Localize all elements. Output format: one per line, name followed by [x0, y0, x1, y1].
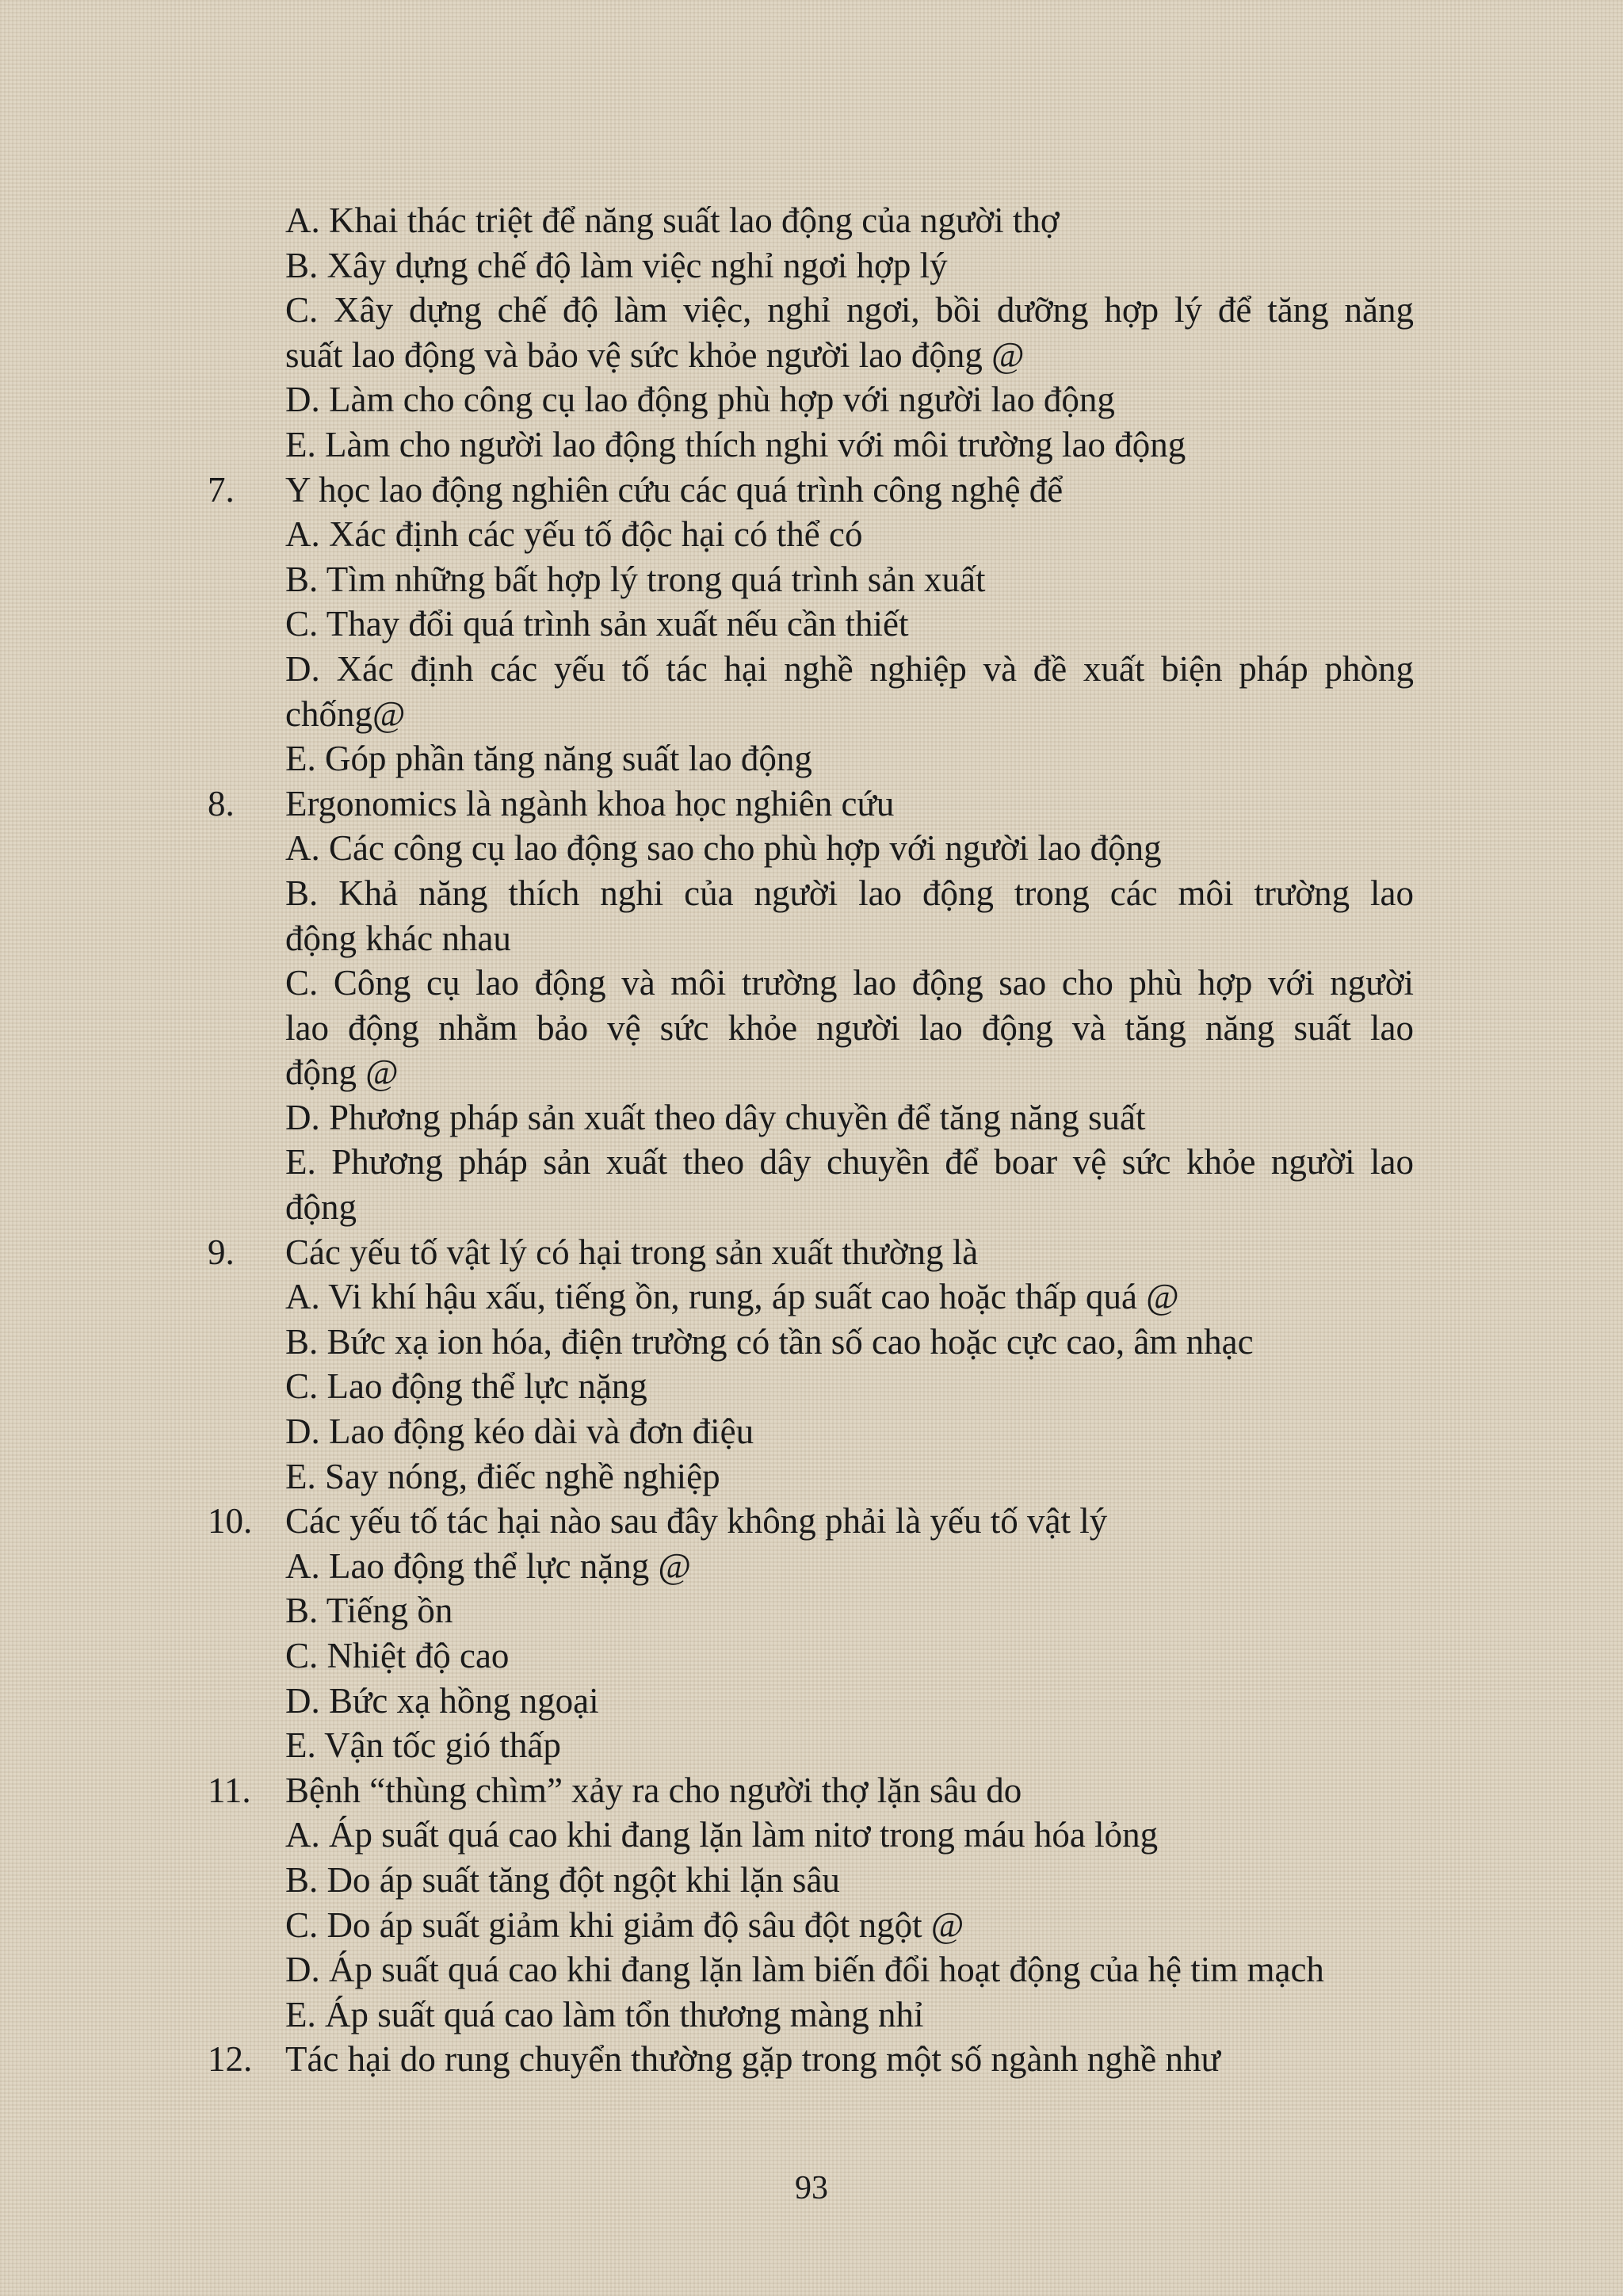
answer-line: động @	[285, 1052, 399, 1093]
answer-line: C. Nhiệt độ cao	[285, 1636, 510, 1675]
question-number: 7.	[208, 469, 235, 510]
question-number: 11.	[208, 1770, 251, 1810]
answer-line: B. Tìm những bất hợp lý trong quá trình sản xuất	[285, 559, 986, 599]
answer-line: E. Phương pháp sản xuất theo dây chuyền để boar vệ sức khỏe người lao	[285, 1142, 1414, 1182]
question	[208, 2037, 1414, 2082]
answer-line: B. Xây dựng chế độ làm việc nghỉ ngơi hợp lý	[285, 245, 948, 285]
answer-line: A. Khai thác triệt để năng suất lao động của người thợ	[285, 201, 1060, 240]
question-text: Tác hại do rung chuyển thường gặp trong một số ngành nghề như	[285, 2039, 1220, 2080]
question	[208, 468, 1414, 513]
answer-line: B. Bức xạ ion hóa, điện trường có tần số cao hoặc cực cao, âm nhạc	[285, 1321, 1254, 1362]
answer-line: A. Áp suất quá cao khi đang lặn làm nitơ trong máu hóa lỏng	[285, 1815, 1159, 1855]
answer-line: C. Thay đổi quá trình sản xuất nếu cần thiết	[285, 604, 909, 644]
answer-line: E. Góp phần tăng năng suất lao động	[285, 739, 812, 779]
answer-line: C. Xây dựng chế độ làm việc, nghỉ ngơi, bồi dưỡng hợp lý để tăng năng	[285, 290, 1414, 330]
answer-line: E. Làm cho người lao động thích nghi với môi trường lao động	[285, 424, 1186, 464]
answer-line: D. Bức xạ hồng ngoại	[285, 1680, 599, 1721]
answer-line: động khác nhau	[285, 918, 511, 958]
answer-line: động	[285, 1187, 357, 1228]
answer-line: E. Áp suất quá cao làm tổn thương màng nhỉ	[285, 1994, 924, 2034]
question	[208, 1499, 1414, 1544]
question-text: Bệnh “thùng chìm” xảy ra cho người thợ lặn sâu do	[285, 1770, 1022, 1810]
answer-line: C. Công cụ lao động và môi trường lao động sao cho phù hợp với người	[285, 963, 1414, 1003]
answer-line: A. Xác định các yếu tố độc hại có thể có	[285, 514, 863, 555]
question-text: Các yếu tố tác hại nào sau đây không phải là yếu tố vật lý	[285, 1501, 1108, 1541]
question	[208, 1768, 1414, 1813]
answer-line: B. Khả năng thích nghi của người lao động trong các môi trường lao	[285, 873, 1414, 913]
page-number: 93	[795, 2170, 828, 2206]
question-text: Ergonomics là ngành khoa học nghiên cứu	[285, 783, 895, 823]
answer-line: C. Do áp suất giảm khi giảm độ sâu đột ngột @	[285, 1904, 964, 1945]
question-number: 8.	[208, 783, 235, 823]
question-number: 10.	[208, 1501, 253, 1541]
answer-line: D. Lao động kéo dài và đơn điệu	[285, 1412, 754, 1452]
answer-line: A. Vi khí hậu xấu, tiếng ồn, rung, áp suất cao hoặc thấp quá @	[285, 1277, 1179, 1317]
question	[208, 1230, 1414, 1275]
answer-line: D. Áp suất quá cao khi đang lặn làm biến đổi hoạt động của hệ tim mạch	[285, 1950, 1324, 1990]
answer-line: A. Các công cụ lao động sao cho phù hợp với người lao động	[285, 828, 1162, 869]
document-body	[208, 198, 1414, 2082]
answer-line: B. Tiếng ồn	[285, 1591, 453, 1631]
answer-line: D. Phương pháp sản xuất theo dây chuyền để tăng năng suất	[285, 1097, 1146, 1137]
answer-line: suất lao động và bảo vệ sức khỏe người lao động @	[285, 334, 1025, 375]
answer-line: E. Vận tốc gió thấp	[285, 1725, 561, 1766]
question	[208, 781, 1414, 827]
question-number: 12.	[208, 2039, 253, 2080]
answer-line: lao động nhằm bảo vệ sức khỏe người lao động và tăng năng suất lao	[285, 1007, 1414, 1048]
answer-line: D. Làm cho công cụ lao động phù hợp với người lao động	[285, 380, 1115, 420]
answer-line: B. Do áp suất tăng đột ngột khi lặn sâu	[285, 1859, 840, 1900]
answer-line: E. Say nóng, điếc nghề nghiệp	[285, 1456, 720, 1496]
question-text: Y học lao động nghiên cứu các quá trình công nghệ để	[285, 469, 1064, 510]
answer-line: C. Lao động thể lực nặng	[285, 1366, 647, 1407]
question-text: Các yếu tố vật lý có hại trong sản xuất thường là	[285, 1232, 979, 1272]
answer-line: A. Lao động thể lực nặng @	[285, 1545, 691, 1586]
answer-line: D. Xác định các yếu tố tác hại nghề nghiệp và đề xuất biện pháp phòng	[285, 648, 1414, 689]
question-number: 9.	[208, 1232, 235, 1272]
answer-line: chống@	[285, 693, 406, 734]
